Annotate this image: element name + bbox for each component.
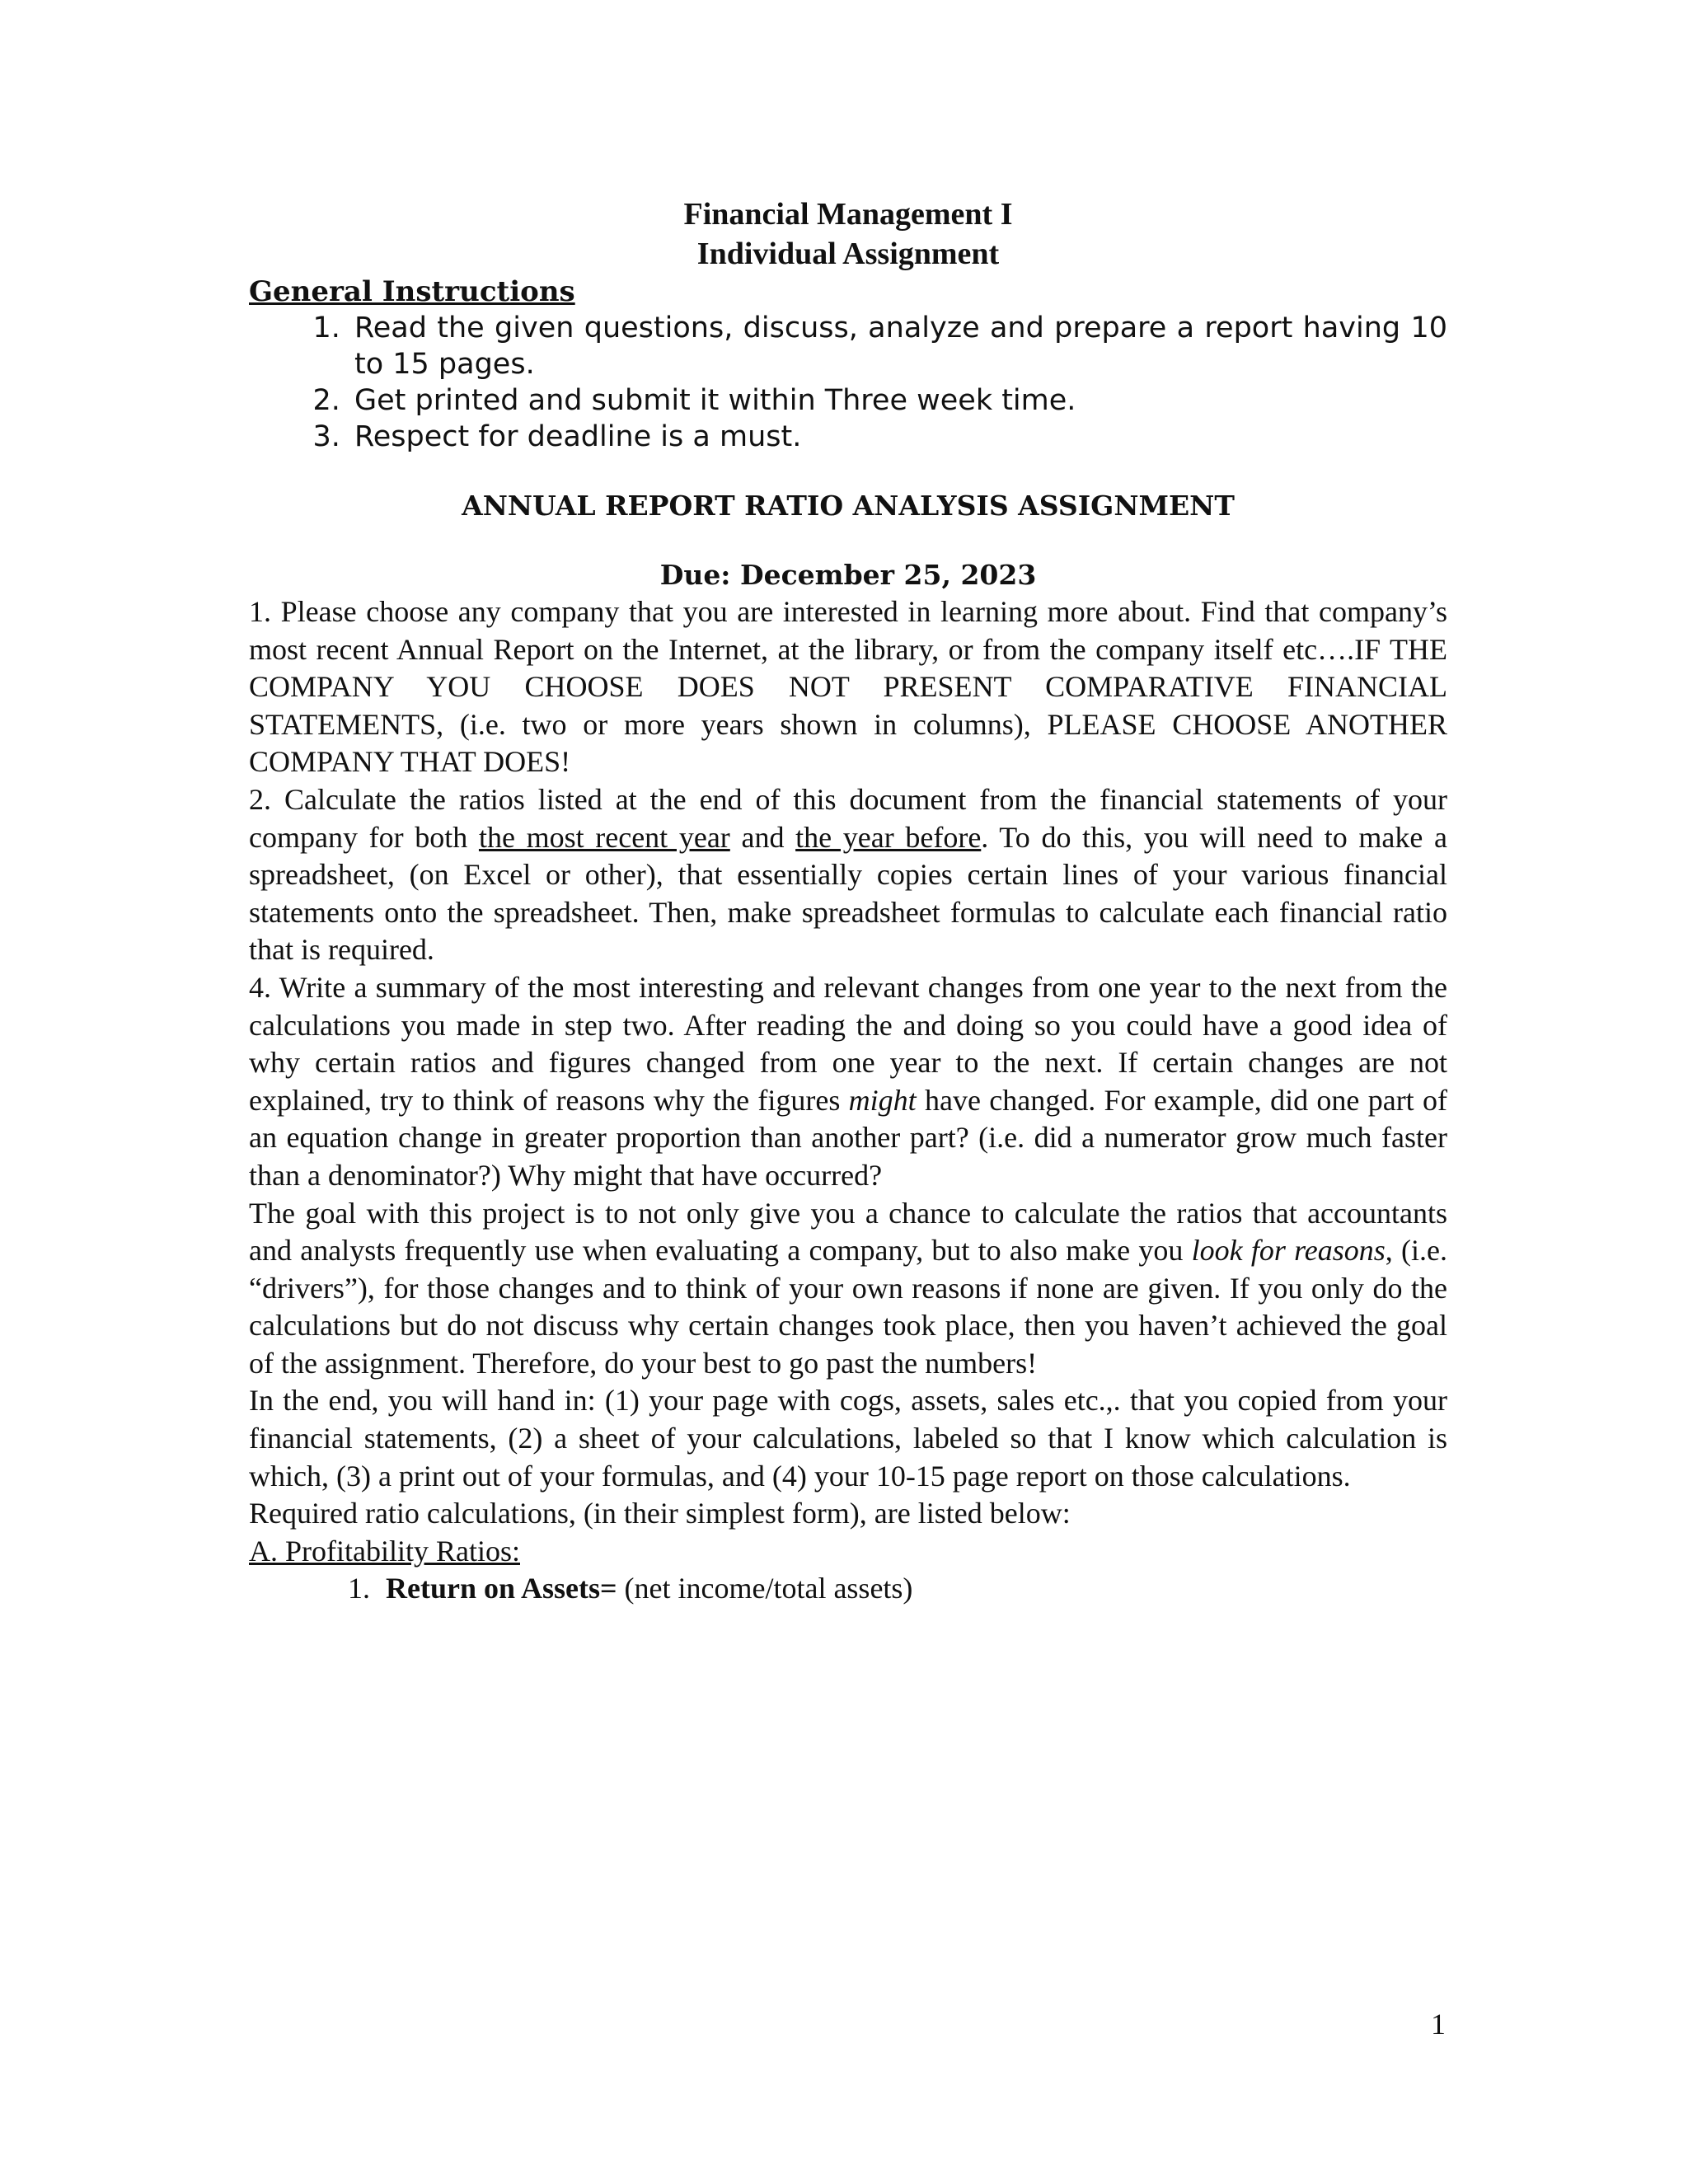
- ratio-name: Return on Assets=: [386, 1572, 617, 1605]
- year-before-emphasis: the year before: [795, 820, 982, 854]
- general-instructions-list: [249, 310, 1447, 455]
- course-title: Financial Management I: [683, 197, 1013, 232]
- page-content: [249, 194, 1447, 1608]
- step-4-text: have changed. For example, did one part of an equation change in greater proportion than another part? (i.e. did a numerator grow much faster than a denominator?) Why might that have occurred?: [249, 1083, 1447, 1192]
- required-ratios-intro: Required ratio calculations, (in their simplest form), are listed below:: [249, 1497, 1071, 1530]
- step-2-paragraph: [249, 781, 1447, 969]
- might-emphasis: might: [848, 1083, 917, 1117]
- step-4-text: 4. Write a summary of the most interesting and relevant changes from one year to the next from the calculations you made in step two. After reading the and doing so you could have a good idea of why certain ratios and figures changed from one year to the next. If certain changes are not explained, try to think of reasons why the figures: [249, 970, 1447, 1117]
- goal-text: The goal with this project is to not only give you a chance to calculate the ratios that accountants and analysts frequently use when evaluating a company, but to also make you: [249, 1196, 1447, 1268]
- assignment-type: Individual Assignment: [696, 237, 1000, 271]
- profitability-ratios-heading: A. Profitability Ratios:: [249, 1534, 520, 1568]
- ratio-item: [377, 1570, 1447, 1608]
- step-2-text: . To do this, you will need to make a spreadsheet, (on Excel or other), that essentially copies certain lines of your various financial statements onto the spreadsheet. Then, make spreadsheet formulas to calculate each financial ratio that is required.: [249, 820, 1448, 967]
- most-recent-year-emphasis: the most recent year: [478, 820, 730, 854]
- ratio-list: [249, 1570, 1447, 1608]
- hand-in-paragraph: In the end, you will hand in: (1) your page with cogs, assets, sales etc.,. that you copied from your financial statements, (2) a sheet of your calculations, labeled so that I know which calculation is which, (3) a print out of your formulas, and (4) your 10-15 page report on those calculations.: [249, 1384, 1447, 1493]
- look-for-reasons-emphasis: look for reasons: [1191, 1234, 1386, 1268]
- ratio-formula: (net income/total assets): [617, 1572, 913, 1605]
- goal-paragraph: [249, 1195, 1447, 1383]
- page-number: 1: [1431, 2008, 1446, 2041]
- step-2-text: and: [729, 820, 796, 854]
- due-date: Due: December 25, 2023: [659, 559, 1037, 591]
- instruction-item: 1. Read the given questions, discuss, analyze and prepare a report having 10 to 15 pages.: [349, 310, 1447, 382]
- goal-text: , (i.e. “drivers”), for those changes and to think of your own reasons if none are given. If you only do the calculations but do not discuss why certain changes took place, then you haven’t achieved the goal of the assignment. Therefore, do your best to go past the numbers!: [249, 1234, 1447, 1380]
- step-1-paragraph: 1. Please choose any company that you are interested in learning more about. Find that company’s most recent Annual Report on the Internet, at the library, or from the company itself etc….IF THE COMPANY YOU CHOOSE DOES NOT PRESENT COMPARATIVE FINANCIAL STATEMENTS, (i.e. two or more years shown in columns), PLEASE CHOOSE ANOTHER COMPANY THAT DOES!: [249, 595, 1447, 779]
- section-title: ANNUAL REPORT RATIO ANALYSIS ASSIGNMENT: [462, 490, 1235, 522]
- step-2-text: 2. Calculate the ratios listed at the end of this document from the financial statements of your company for both: [249, 782, 1447, 854]
- instruction-item: 3. Respect for deadline is a must.: [349, 419, 1447, 455]
- instruction-item: 2. Get printed and submit it within Three week time.: [349, 382, 1447, 419]
- step-4-paragraph: [249, 969, 1447, 1195]
- general-instructions-heading: General Instructions: [249, 275, 575, 308]
